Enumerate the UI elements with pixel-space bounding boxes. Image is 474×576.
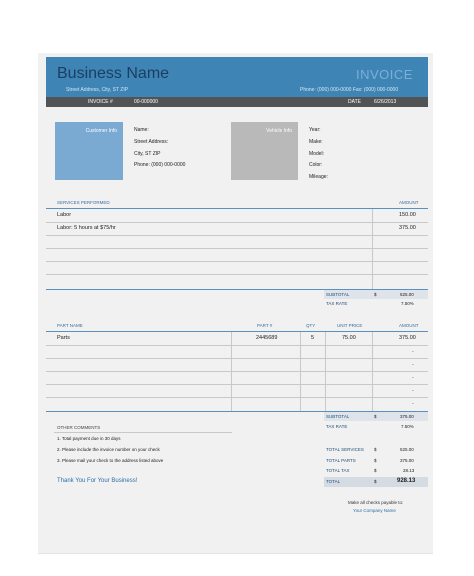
part-row-1-name: Parts [57, 335, 70, 341]
business-name: Business Name [57, 65, 170, 82]
vehicle-year: Year: [309, 127, 321, 133]
total-parts-label: TOTAL PARTS [326, 458, 356, 463]
services-header-label: SERVICES PERFORMED [57, 200, 110, 205]
table-row-rule [46, 358, 428, 359]
services-subtotal-value: 525.00 [400, 292, 414, 297]
service-row-1-amount: 150.00 [399, 212, 416, 218]
services-header-amount: AMOUNT [399, 200, 419, 205]
comment-line-3: 3. Please mail your check to the address listed above [57, 458, 164, 463]
invoice-number-label: INVOICE # [88, 99, 113, 105]
parts-header-number: PART # [257, 323, 273, 328]
table-row-rule [46, 384, 428, 385]
vehicle-info-box [231, 122, 298, 180]
part-row-1-amount: 375.00 [399, 335, 416, 341]
table-row-rule [46, 274, 428, 275]
business-address: Street Address, City, ST ZIP [66, 87, 129, 93]
invoice-number: 00-000000 [134, 99, 158, 105]
part-row-5-amount: - [412, 388, 414, 394]
parts-tax-value: 7.50% [401, 424, 414, 429]
total-tax-currency: $ [374, 468, 377, 473]
invoice-title: INVOICE [356, 67, 413, 82]
business-phone-fax: Phone: (000) 000-0000 Fax: (000) 000-0000 [300, 87, 399, 93]
date-label: DATE [348, 99, 361, 105]
service-row-2-amount: 375.00 [399, 225, 416, 231]
comment-line-1: 1. Total payment due in 30 days [57, 436, 121, 441]
services-subtotal-label: SUBTOTAL [326, 292, 350, 297]
table-row-rule [46, 261, 428, 262]
part-row-1-price: 75.00 [342, 335, 356, 341]
services-header-rule [46, 208, 428, 209]
total-services-currency: $ [374, 447, 377, 452]
part-row-1-number: 2445689 [256, 335, 278, 341]
total-tax-value: 28.13 [403, 468, 415, 473]
table-row-rule [46, 248, 428, 249]
date-value: 6/26/2013 [374, 99, 397, 105]
parts-header-price: UNIT PRICE [337, 323, 363, 328]
part-row-4-amount: - [412, 375, 414, 381]
parts-header-amount: AMOUNT [399, 323, 419, 328]
table-row-rule [46, 371, 428, 372]
comments-title: OTHER COMMENTS [57, 425, 101, 430]
table-row-rule [46, 222, 428, 223]
part-row-3-amount: - [412, 362, 414, 368]
part-row-1-qty: 5 [311, 335, 315, 341]
company-name: Your Company Name [353, 508, 396, 513]
total-parts-value: 375.00 [400, 458, 414, 463]
services-tax-label: TAX RATE [326, 301, 348, 306]
parts-tax-label: TAX RATE [326, 424, 348, 429]
grand-total-value: 928.13 [397, 478, 416, 484]
vehicle-make: Make: [309, 139, 323, 145]
services-tax-value: 7.50% [401, 301, 414, 306]
customer-street: Street Address: [134, 139, 169, 145]
vehicle-info-label: Vehicle Info [266, 128, 292, 134]
total-services-value: 525.00 [400, 447, 414, 452]
parts-header-rule [46, 331, 428, 332]
part-row-2-amount: - [412, 349, 414, 355]
parts-subtotal-label: SUBTOTAL [326, 414, 350, 419]
grand-total-currency: $ [374, 479, 377, 484]
vehicle-model: Model: [309, 151, 325, 157]
comment-line-2: 2. Please include the invoice number on your check [57, 447, 160, 452]
customer-name: Name: [134, 127, 149, 133]
table-row-rule [46, 345, 428, 346]
customer-city: City, ST ZIP [134, 151, 161, 157]
parts-subtotal-currency: $ [374, 414, 377, 419]
thank-you-note: Thank You For Your Business! [57, 478, 138, 484]
customer-phone: Phone: (000) 000-0000 [134, 162, 186, 168]
vehicle-mileage: Mileage: [309, 174, 328, 180]
table-row-rule [46, 235, 428, 236]
total-parts-currency: $ [374, 458, 377, 463]
customer-info-label: Customer Info [85, 128, 117, 134]
parts-header-qty: QTY [306, 323, 316, 328]
checks-payable-text: Make all checks payable to: [348, 500, 404, 505]
parts-header-name: PART NAME [57, 323, 83, 328]
part-row-6-amount: - [412, 401, 414, 407]
parts-subtotal-value: 375.00 [400, 414, 414, 419]
customer-info-box [55, 122, 123, 180]
services-column-divider [372, 209, 373, 289]
grand-total-label: TOTAL [326, 479, 341, 484]
services-subtotal-currency: $ [374, 292, 377, 297]
service-row-1-desc: Labor [57, 212, 72, 218]
comments-rule [54, 432, 232, 433]
total-tax-label: TOTAL TAX [326, 468, 350, 473]
service-row-2-desc: Labor: 5 hours at $75/hr [57, 225, 116, 231]
total-services-label: TOTAL SERVICES [326, 447, 364, 452]
table-row-rule [46, 397, 428, 398]
vehicle-color: Color: [309, 162, 323, 168]
